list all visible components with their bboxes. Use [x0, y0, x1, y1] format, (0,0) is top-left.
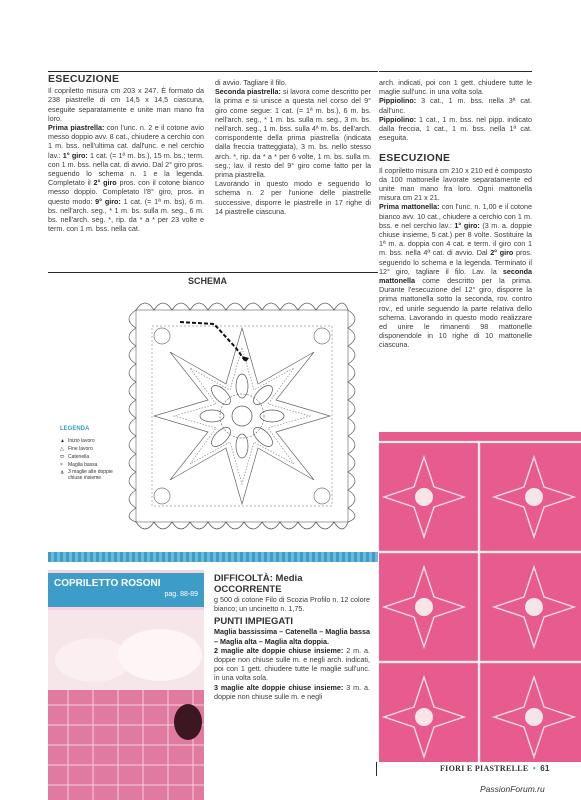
- column-2: [215, 78, 371, 216]
- paragraph-2-maglie: 2 maglie alte doppie chiuse insieme: 2 m. a. doppie non chiuse sulle m. e negli arch. indicati, poi con 1 gett. chiudere tutte le maglie sull'unc. in una volta sola.: [214, 645, 371, 683]
- occorrente-text: g 500 di cotone Filo di Scozia Profilo n. 12 colore bianco; un uncinetto n. 1,75.: [214, 595, 370, 614]
- paragraph-intro: Il copriletto misura cm 203 x 247. È formato da 238 piastrelle di cm 14,5 x 14,5 ciascuna, eseguite separatamente e unite man mano fra loro.: [48, 86, 204, 123]
- paragraph-prima-piastrella: Prima piastrella: con l'unc. n. 2 e il cotone avio messo doppio avv. 8 cat., chiudere a cerchio con 1 m. bss. nell'ultima cat. dall'unc. e nel cerchio lav.: 1° giro: 1 cat. (= 1ª m. bs.), 15 m. bs.; term. con 1 m. bss. nella cat. di avvio. Dal 2° giro pros. seguendo lo schema n. 1 e la legenda. Completato il 2° giro pros. con il cotone bianco messo doppio. Completato l'8° giro, pros. in questo modo: 9° giro: 1 cat. (= 1ª m. bs), 6 m. bs. nell'arch. seg., * 1 m. bs. sulla m. seg., 6 m. bs. nell'arch. seg. *, rip. da * a * per 23 volte e term. con 1 m. bss. nella cat.: [48, 123, 204, 234]
- paragraph-prima-mattonella: Prima mattonella: con l'unc. n. 1,00 e il cotone bianco avv. 10 cat., chiudere a cerchio con 1 m. bss. e nel cerchio lav.: 1° giro: (3 m. a. doppie chiuse insieme, 5 cat.) per 8 volte. Sostituire la 1ª m. a. doppia con 4 cat. e term. il giro con 1 m. bss. nella 4ª cat. di avvio. Dal 2° giro pros. seguendo lo schema e la legenda. Terminato il 12° giro, tagliare il filo. Lav. la seconda mattonella come descritto per la prima. Durante l'esecuzione del 12° giro, disporre la prima mattonella sotto la seconda, rov. contro rov., ed unirle seguendo la parte relativa dello schema. Lavorando in questo modo realizzare ed unire le rimanenti 98 mattonelle disponendole in 10 righe di 10 mattonelle ciascuna.: [379, 202, 532, 350]
- start-arrow-icon: ▲: [60, 438, 65, 444]
- legend-item-inizio: ▲ Inizio lavoro: [60, 438, 95, 444]
- heading-esecuzione-1: ESECUZIONE: [48, 73, 120, 85]
- paragraph-arch: arch. indicati, poi con 1 gett. chiudere tutte le maglie sull'unc. in una volta sola.: [379, 78, 532, 97]
- heading-esecuzione-2: ESECUZIONE: [379, 152, 451, 165]
- column-3: [379, 78, 532, 350]
- legend-item-fine: △ Fine lavoro: [60, 446, 93, 452]
- end-arrow-icon: △: [60, 446, 64, 452]
- project-label-box: [48, 573, 204, 607]
- bottom-divider: [376, 762, 377, 776]
- chain-icon: ⬭: [60, 454, 65, 460]
- project-title: COPRILETTO ROSONI: [54, 578, 161, 589]
- footer-section-title: FIORI E PIASTRELLE • 61: [440, 764, 550, 773]
- punti-list: Maglia bassissima – Catenella – Maglia bassa – Maglia alta – Maglia alta doppia.: [214, 627, 370, 646]
- paragraph-seconda-piastrella: Seconda piastrella: si lavora come descritto per la prima e si unisce a questa nel corso del 9° giro come segue: 1 cat. (= 1ª m. bs.), 6 m. bs. nell'arch. seg., * 1 m. bs. sulla m. seg., 3 m. bs. nell'arch. seg., 1 m. bss. sulla 4ª m. bs. dell'arch. corrispondente della prima piastrella (indicata dalla freccia tratteggiata), 3 m. bs. nello stesso arch. *, rip. da * a * per 6 volte, 1 m. bs. sulla m. seg.; lav. il resto del 9° giro come fatto per la prima piastrella.: [215, 87, 371, 180]
- legend-item-catenella: ⬭ Catenella: [60, 454, 90, 460]
- cluster-icon: ⋔: [60, 470, 65, 476]
- paragraph-3-maglie: 3 maglie alte doppie chiuse insieme: 3 m. a. doppie non chiuse sulle m. e negli: [214, 682, 371, 701]
- legend-title: LEGENDA: [60, 426, 90, 432]
- paragraph-pippiolino-1: Pippiolino: 3 cat., 1 m. bss. nella 3ª cat. dall'unc.: [379, 96, 532, 115]
- watermark: PassionForum.ru: [480, 784, 545, 794]
- paragraph-misure: Il copriletto misura cm 210 x 210 ed è composto da 100 mattonelle lavorate separatamente ed unite man mano fra loro. Ogni mattonella misura cm 21 x 21.: [379, 165, 532, 203]
- schema-title: SCHEMA: [188, 276, 228, 286]
- page-number: 61: [540, 764, 550, 773]
- punti-heading: PUNTI IMPIEGATI: [214, 616, 293, 628]
- paragraph-unione: Lavorando in questo modo e seguendo lo schema n. 2 per l'unione delle piastrelle successive, disporre le piastrelle in 17 righe di 14 piastrelle ciascuna.: [215, 179, 371, 216]
- legend-item-maglie-alte: ⋔ 3 maglie alte doppie chiuse insieme: [60, 469, 113, 481]
- top-rule-right: [379, 71, 532, 72]
- project-pages: pag. 88-89: [164, 591, 198, 598]
- schema-top-rule: [48, 272, 378, 273]
- top-rule-left: [48, 71, 378, 72]
- paragraph-pippiolino-2: Pippiolino: 1 cat., 1 m. bss. nel pipp. indicato dalla freccia, 1 cat., 1 m. bss. nella 1ª cat. eseguita.: [379, 114, 532, 143]
- paragraph-avvio: di avvio. Tagliare il filo.: [215, 78, 287, 87]
- accent-bar: [48, 552, 378, 562]
- bottom-column: [214, 573, 370, 701]
- crochet-lace-image: [379, 432, 581, 762]
- crochet-photo-right: [379, 432, 581, 762]
- legend-item-maglia-bassa: × Maglia bassa: [60, 462, 98, 468]
- legend: [60, 425, 120, 481]
- occorrente-heading: OCCORRENTE: [214, 584, 282, 595]
- column-1: [48, 75, 204, 233]
- difficulty: DIFFICOLTÀ: Media: [214, 573, 303, 584]
- crochet-diagram: [118, 292, 366, 540]
- single-crochet-icon: ×: [60, 462, 63, 468]
